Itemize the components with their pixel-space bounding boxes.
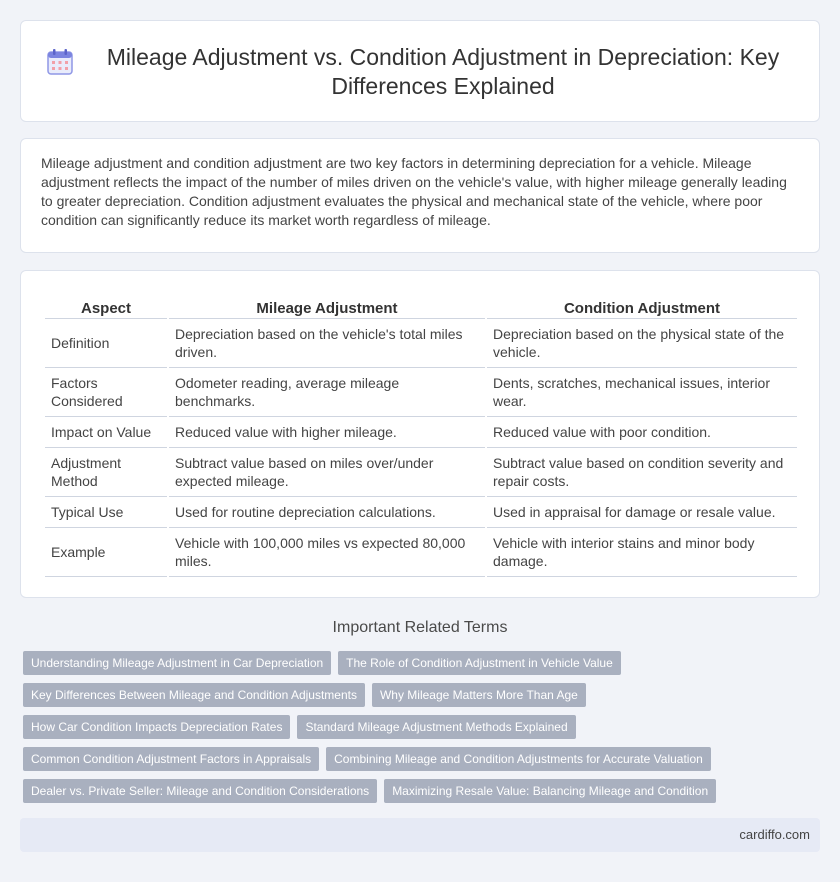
related-term-tag[interactable]: Understanding Mileage Adjustment in Car Depreciation (23, 651, 331, 675)
related-term-tag[interactable]: The Role of Condition Adjustment in Vehicle Value (338, 651, 621, 675)
table-row (45, 497, 797, 528)
related-terms-list (23, 651, 823, 811)
row-mileage-value: Odometer reading, average mileage benchmarks. (169, 368, 485, 417)
page-title: Mileage Adjustment vs. Condition Adjustment in Depreciation: Key Differences Explained (106, 44, 780, 99)
related-term-tag[interactable]: Combining Mileage and Condition Adjustments for Accurate Valuation (326, 747, 711, 771)
related-term-tag[interactable]: Key Differences Between Mileage and Condition Adjustments (23, 683, 365, 707)
intro-card (20, 138, 820, 253)
row-aspect: Factors Considered (45, 368, 167, 417)
table-row (45, 319, 797, 368)
row-mileage-value: Vehicle with 100,000 miles vs expected 80,000 miles. (169, 528, 485, 577)
title-card (20, 20, 820, 122)
row-mileage-value: Subtract value based on miles over/under expected mileage. (169, 448, 485, 497)
related-term-tag[interactable]: Maximizing Resale Value: Balancing Mileage and Condition (384, 779, 716, 803)
comparison-table-card (20, 270, 820, 598)
table-row (45, 448, 797, 497)
related-terms-heading: Important Related Terms (332, 619, 508, 636)
row-condition-value: Vehicle with interior stains and minor body damage. (487, 528, 797, 577)
related-term-tag[interactable]: How Car Condition Impacts Depreciation Rates (23, 715, 290, 739)
row-aspect: Definition (45, 319, 167, 368)
table-row (45, 528, 797, 577)
related-term-tag[interactable]: Common Condition Adjustment Factors in Appraisals (23, 747, 319, 771)
row-aspect: Adjustment Method (45, 448, 167, 497)
row-condition-value: Depreciation based on the physical state of the vehicle. (487, 319, 797, 368)
comparison-table (43, 297, 799, 577)
tag-row (23, 715, 823, 739)
related-term-tag[interactable]: Dealer vs. Private Seller: Mileage and Condition Considerations (23, 779, 377, 803)
footer (20, 818, 820, 852)
header-condition-adjustment: Condition Adjustment (487, 297, 797, 319)
row-mileage-value: Used for routine depreciation calculations. (169, 497, 485, 528)
tag-row (23, 779, 823, 803)
tag-row (23, 747, 823, 771)
intro-paragraph: Mileage adjustment and condition adjustment are two key factors in determining depreciation for a vehicle. Mileage adjustment reflects the impact of the number of miles driven on the vehicle's value, with higher mileage generally leading to greater depreciation. Condition adjustment evaluates the physical and mechanical state of the vehicle, where poor condition can significantly reduce its market worth regardless of mileage. (41, 155, 787, 228)
row-aspect: Example (45, 528, 167, 577)
row-condition-value: Dents, scratches, mechanical issues, interior wear. (487, 368, 797, 417)
tag-row (23, 683, 823, 707)
row-mileage-value: Reduced value with higher mileage. (169, 417, 485, 448)
header-aspect: Aspect (45, 297, 167, 319)
row-aspect: Impact on Value (45, 417, 167, 448)
table-row (45, 417, 797, 448)
related-term-tag[interactable]: Standard Mileage Adjustment Methods Explained (297, 715, 575, 739)
row-aspect: Typical Use (45, 497, 167, 528)
row-condition-value: Subtract value based on condition severity and repair costs. (487, 448, 797, 497)
header-mileage-adjustment: Mileage Adjustment (169, 297, 485, 319)
row-condition-value: Reduced value with poor condition. (487, 417, 797, 448)
tag-row (23, 651, 823, 675)
calendar-icon (45, 47, 75, 77)
table-row (45, 368, 797, 417)
row-condition-value: Used in appraisal for damage or resale value. (487, 497, 797, 528)
table-header-row (45, 297, 797, 319)
related-term-tag[interactable]: Why Mileage Matters More Than Age (372, 683, 586, 707)
row-mileage-value: Depreciation based on the vehicle's total miles driven. (169, 319, 485, 368)
footer-site-link[interactable]: cardiffo.com (739, 827, 810, 842)
